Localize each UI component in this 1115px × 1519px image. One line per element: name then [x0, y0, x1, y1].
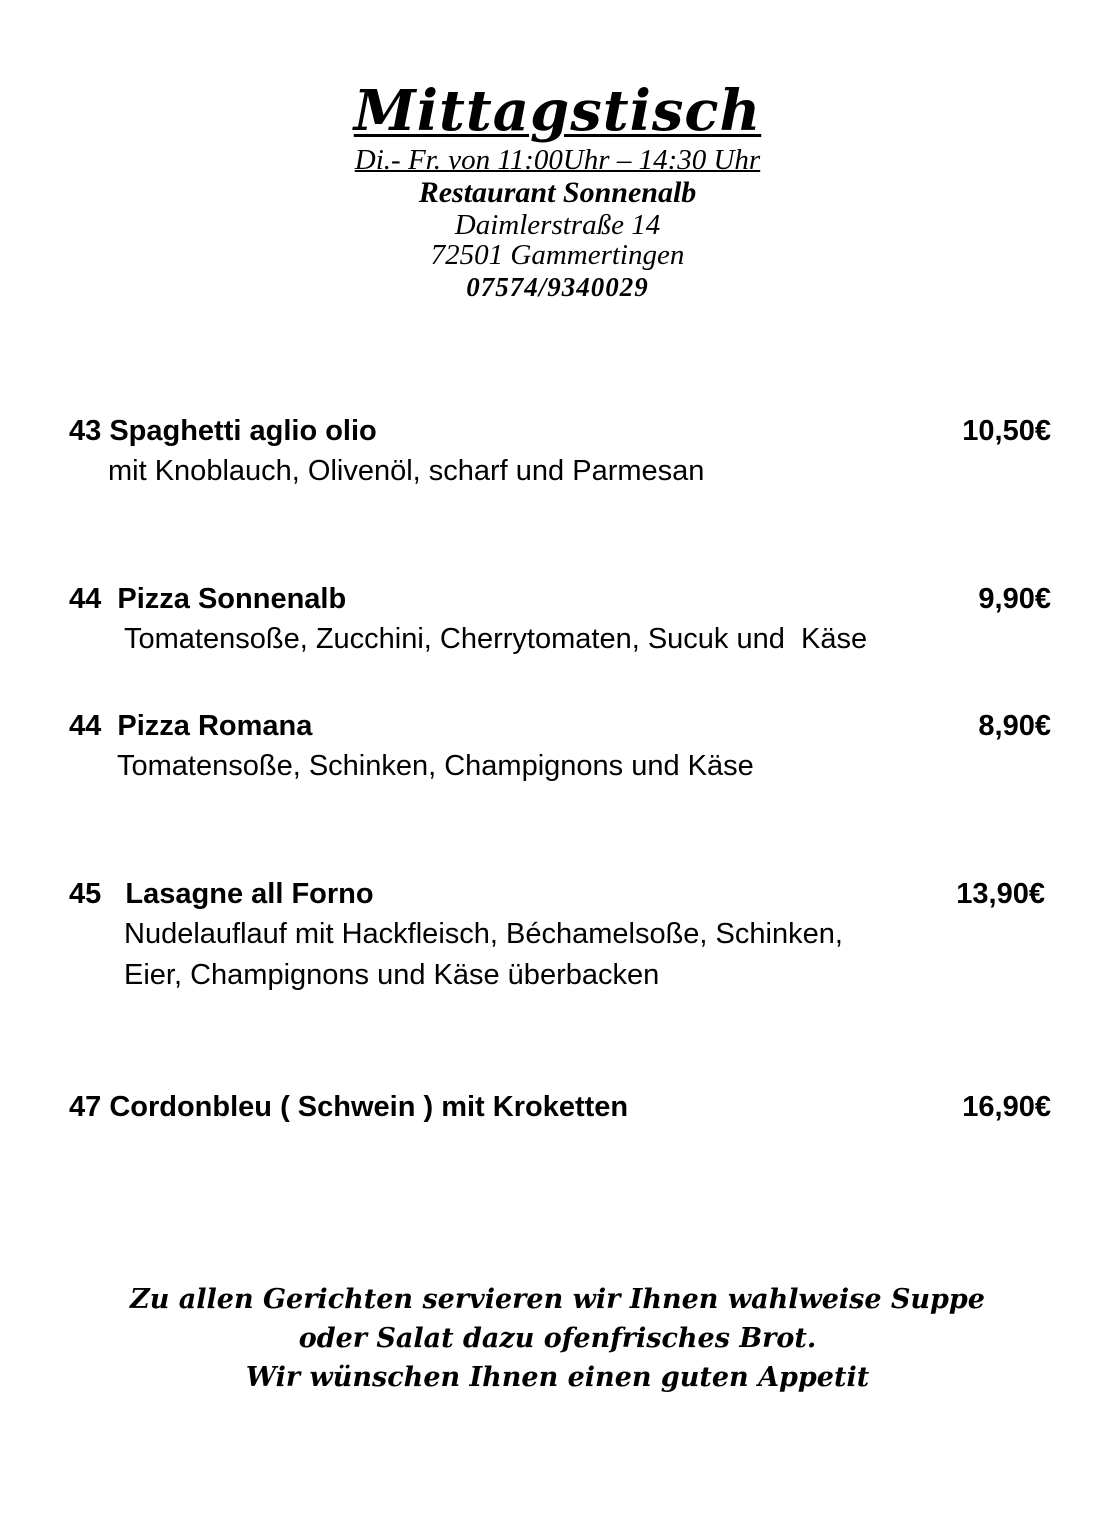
- menu-item-name: 47 Cordonbleu ( Schwein ) mit Kroketten: [69, 1091, 629, 1123]
- phone-number: 07574/9340029: [466, 272, 649, 302]
- address-city: 72501 Gammertingen: [430, 239, 685, 271]
- menu-item-name: 44 Pizza Romana: [69, 710, 313, 742]
- menu-item-description: mit Knoblauch, Olivenöl, scharf und Parmesan: [108, 455, 705, 487]
- footer-line: Zu allen Gerichten servieren wir Ihnen wahlweise Suppe: [130, 1284, 985, 1315]
- menu-item-name: 43 Spaghetti aglio olio: [69, 415, 377, 447]
- menu-item-description: Eier, Champignons und Käse überbacken: [124, 959, 660, 991]
- footer-line: oder Salat dazu ofenfrisches Brot.: [298, 1323, 817, 1354]
- opening-hours: Di.- Fr. von 11:00Uhr – 14:30 Uhr: [354, 144, 761, 176]
- footer-line: Wir wünschen Ihnen einen guten Appetit: [245, 1362, 870, 1393]
- menu-header: [0, 78, 1115, 304]
- menu-item-description: Tomatensoße, Zucchini, Cherrytomaten, Sucuk und Käse: [124, 623, 868, 655]
- menu-item-description: Nudelauflauf mit Hackfleisch, Béchamelsoße, Schinken,: [124, 918, 843, 950]
- menu-item-name: 44 Pizza Sonnenalb: [69, 583, 347, 615]
- menu-item-price: 13,90€: [956, 878, 1045, 910]
- menu-item-name: 45 Lasagne all Forno: [69, 878, 374, 910]
- menu-item-description: Tomatensoße, Schinken, Champignons und Käse: [117, 750, 754, 782]
- page-title: Mittagstisch: [353, 78, 762, 144]
- menu-item-spaghetti: [0, 411, 1115, 492]
- menu-item-lasagne: [0, 874, 1115, 996]
- menu-item-price: 8,90€: [978, 710, 1051, 742]
- menu-item-pizza-romana: [0, 706, 1115, 787]
- menu-footer: [0, 1280, 1115, 1397]
- restaurant-name: Restaurant Sonnenalb: [418, 176, 697, 209]
- menu-item-pizza-sonnenalb: [0, 579, 1115, 660]
- menu-item-price: 10,50€: [962, 415, 1051, 447]
- menu-item-price: 9,90€: [978, 583, 1051, 615]
- address-street: Daimlerstraße 14: [454, 209, 661, 241]
- menu-item-cordonbleu: [0, 1087, 1115, 1127]
- menu-item-price: 16,90€: [962, 1091, 1051, 1123]
